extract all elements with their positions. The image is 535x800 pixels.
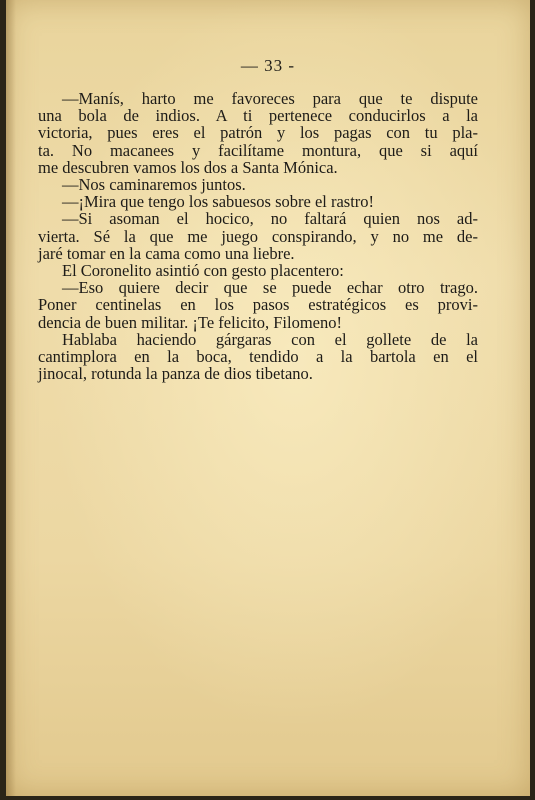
text-line: —Eso quiere decir que se puede echar otro trago. [62, 278, 478, 298]
book-page [6, 0, 530, 796]
text-line: una bola de indios. A ti pertenece conducirlos a la [38, 106, 478, 126]
text-line: vierta. Sé la que me juego conspirando, y no me de- [38, 226, 478, 246]
text-line: —Si asoman el hocico, no faltará quien nos ad- [62, 209, 478, 229]
text-line: jaré tomar en la cama como una liebre. [38, 243, 295, 263]
body-text [38, 90, 478, 382]
text-line: El Coronelito asintió con gesto placentero: [62, 261, 344, 281]
text-line: ta. No macanees y facilítame montura, que si aquí [38, 140, 478, 160]
text-line: me descubren vamos los dos a Santa Mónica. [38, 157, 338, 177]
text-line: Poner centinelas en los pasos estratégicos es provi- [38, 295, 478, 315]
page-gutter-shadow [6, 0, 16, 796]
text-line: Hablaba haciendo gárgaras con el gollete de la [62, 329, 478, 349]
text-line: —Manís, harto me favoreces para que te dispute [62, 89, 478, 108]
page-number: — 33 - [240, 56, 296, 75]
text-line: —Nos caminaremos juntos. [62, 175, 246, 195]
text-line: jinocal, rotunda la panza de dios tibetano. [38, 364, 313, 384]
text-line: dencia de buen militar. ¡Te felicito, Filomeno! [38, 312, 343, 332]
text-line: victoria, pues eres el patrón y los pagas con tu pla- [38, 123, 478, 143]
text-line: —¡Mira que tengo los sabuesos sobre el rastro! [62, 192, 375, 212]
text-line: cantimplora en la boca, tendido a la bartola en el [38, 347, 478, 367]
